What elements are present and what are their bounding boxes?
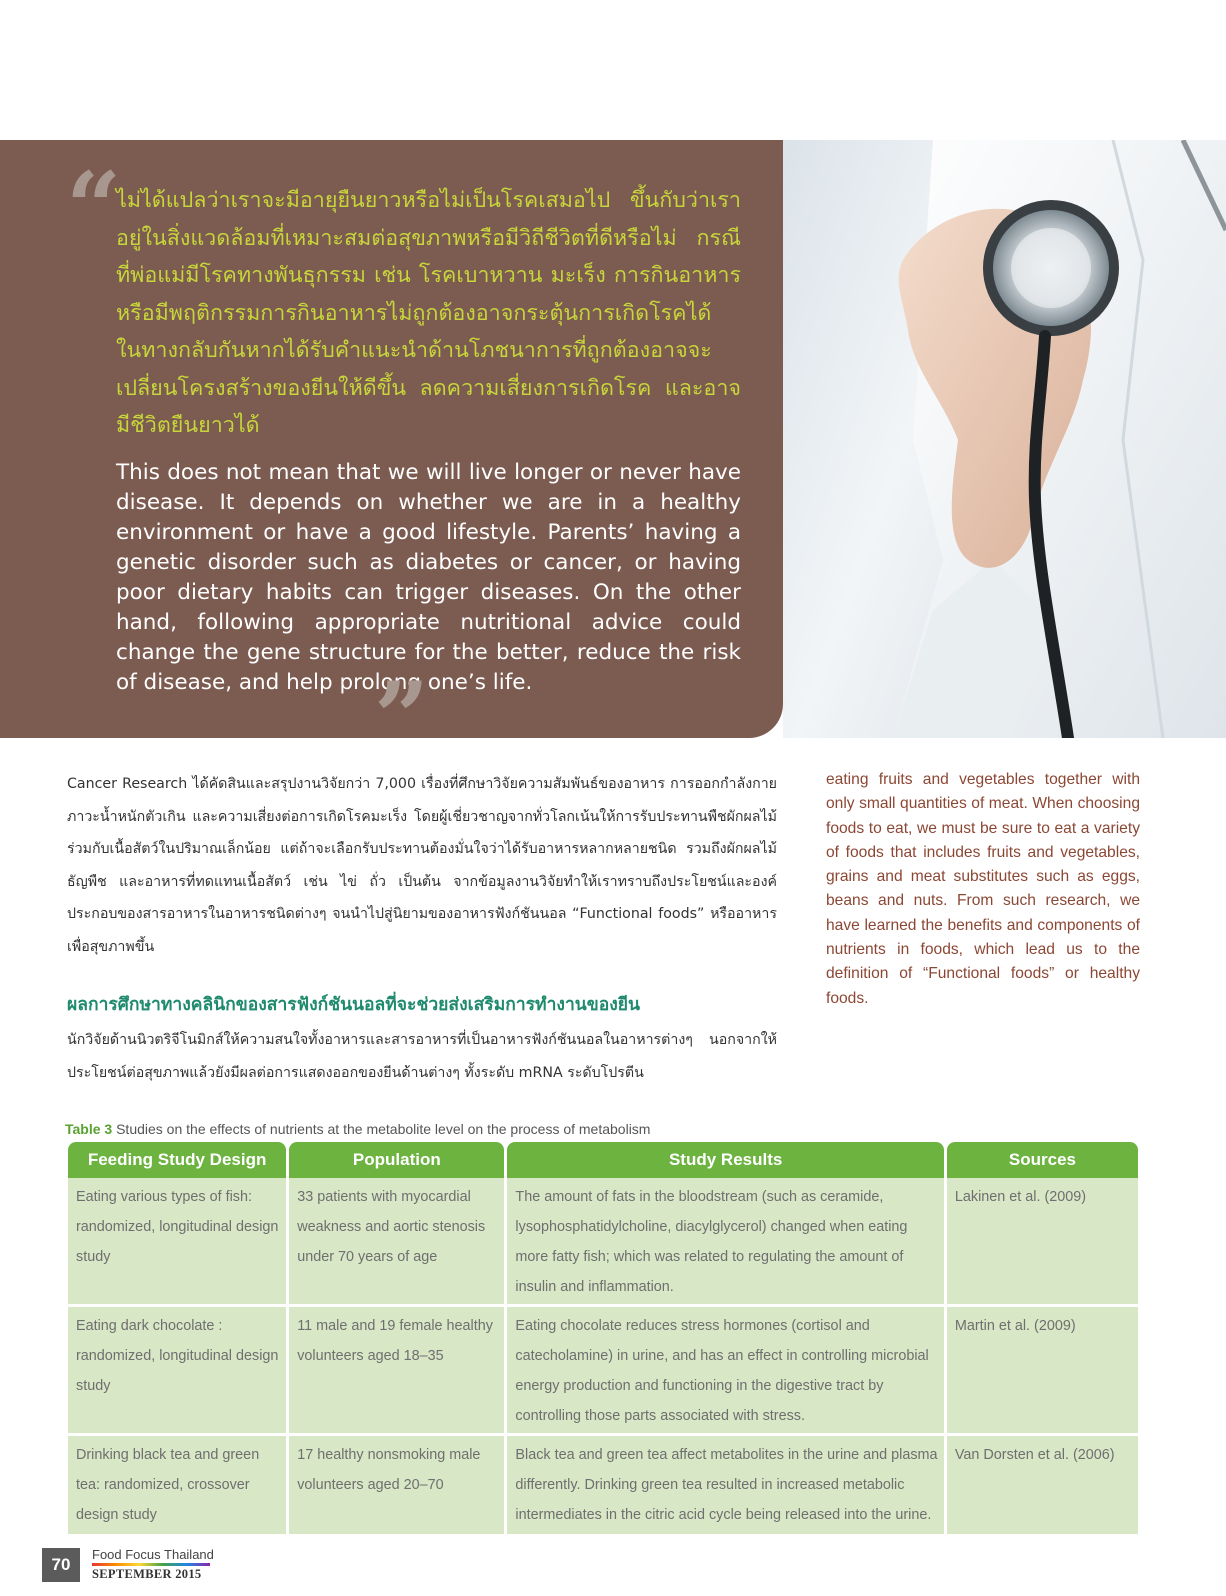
rainbow-divider xyxy=(92,1563,210,1566)
cell-design: Drinking black tea and green tea: randomized, crossover design study xyxy=(68,1436,286,1537)
table-row xyxy=(68,1436,1138,1537)
cell-population: 33 patients with myocardial weakness and aortic stenosis under 70 years of age xyxy=(289,1178,504,1307)
section-heading: ผลการศึกษาทางคลินิกของสารฟังก์ชันนอลที่จะช่วยส่งเสริมการทำงานของยีน xyxy=(67,995,640,1015)
studies-table xyxy=(65,1142,1141,1537)
stethoscope-icon xyxy=(783,140,1226,738)
table-label: Table 3 xyxy=(65,1121,113,1137)
quote-panel xyxy=(0,140,783,738)
cell-source: Lakinen et al. (2009) xyxy=(947,1178,1138,1307)
table-row xyxy=(68,1178,1138,1307)
open-quote-mark: “ xyxy=(66,151,122,264)
cell-source: Van Dorsten et al. (2006) xyxy=(947,1436,1138,1537)
issue-date: SEPTEMBER 2015 xyxy=(92,1567,202,1581)
table-caption xyxy=(65,1121,1145,1137)
english-quote-text: This does not mean that we will live longer or never have disease. It depends on whether we are in a healthy environment or have a good lifestyle. Parents’ having a genetic disorder such as diabetes or cancer, or having poor dietary habits can trigger diseases. On the other hand, following appropriate nutritional advice could change the gene structure for the better, reduce the risk of disease, and help prolong one’s life. xyxy=(116,460,741,695)
english-side-paragraph: eating fruits and vegetables together with only small quantities of meat. When choosing foods to eat, we must be sure to eat a variety of foods that includes fruits and vegetables, grains and meat substitutes such as eggs, beans and nuts. From such research, we have learned the benefits and components of nutrients in foods, which lead us to the definition of “Functional foods” or healthy foods. xyxy=(826,771,1140,1007)
table-header-row xyxy=(68,1142,1138,1178)
cell-results: The amount of fats in the bloodstream (such as ceramide, lysophosphatidylcholine, diacylglycerol) changed when eating more fatty fish; which was related to regulating the amount of insulin and inflammation. xyxy=(507,1178,943,1307)
thai-quote-text: ไม่ได้แปลว่าเราจะมีอายุยืนยาวหรือไม่เป็นโรคเสมอไป ขึ้นกับว่าเราอยู่ในสิ่งแวดล้อมที่เหมาะสมต่อสุขภาพหรือมีวิถีชีวิตที่ดีหรือไม่ กรณีที่พ่อแม่มีโรคทางพันธุกรรม เช่น โรคเบาหวาน มะเร็ง การกินอาหารหรือมีพฤติกรรมการกินอาหารไม่ถูกต้องอาจกระตุ้นการเกิดโรคได้ ในทางกลับกันหากได้รับคำแนะนำด้านโภชนาการที่ถูกต้องอาจจะเปลี่ยนโครงสร้างของยีนให้ดีขึ้น ลดความเสี่ยงการเกิดโรค และอาจมีชีวิตยืนยาวได้ xyxy=(116,188,741,438)
cell-design: Eating various types of fish: randomized, longitudinal design study xyxy=(68,1178,286,1307)
table-row xyxy=(68,1307,1138,1436)
header-study-results: Study Results xyxy=(507,1142,943,1178)
header-feeding-study-design: Feeding Study Design xyxy=(68,1142,286,1178)
doctor-stethoscope-photo xyxy=(783,140,1226,738)
table-caption-text: Studies on the effects of nutrients at the metabolite level on the process of metabolism xyxy=(112,1121,651,1137)
thai-body-paragraph-1: Cancer Research ได้คัดสินและสรุปงานวิจัยกว่า 7,000 เรื่องที่ศึกษาวิจัยความสัมพันธ์ของอาหาร การออกกำลังกาย ภาวะน้ำหนักตัวเกิน และความเสี่ยงต่อการเกิดโรคมะเร็ง โดยผู้เชี่ยวชาญจากทั่วโลกเน้นให้การรับประทานพืชผักผลไม้ร่วมกับเนื้อสัตว์ในปริมาณเล็กน้อย แต่ถ้าจะเลือกรับประทานต้องมั่นใจว่าได้รับอาหารหลากหลายชนิด รวมถึงผักผลไม้ ธัญพืช และอาหารที่ทดแทนเนื้อสัตว์ เช่น ไข่ ถั่ว เป็นต้น จากข้อมูลงานวิจัยทำให้เราทราบถึงประโยชน์และองค์ประกอบของสารอาหารในอาหารชนิดต่างๆ จนนำไปสู่นิยามของอาหารฟังก์ชันนอล “Functional foods” หรืออาหารเพื่อสุขภาพขึ้น xyxy=(67,776,777,955)
cell-results: Eating chocolate reduces stress hormones (cortisol and catecholamine) in urine, and has an effect in controlling microbial energy production and functioning in the digestive tract by controlling those parts associated with stress. xyxy=(507,1307,943,1436)
magazine-name: Food Focus Thailand xyxy=(92,1547,214,1562)
close-quote-mark: ” xyxy=(374,661,430,738)
page-number: 70 xyxy=(42,1548,80,1582)
cell-population: 11 male and 19 female healthy volunteers aged 18–35 xyxy=(289,1307,504,1436)
cell-source: Martin et al. (2009) xyxy=(947,1307,1138,1436)
header-sources: Sources xyxy=(947,1142,1138,1178)
thai-body-paragraph-2: นักวิจัยด้านนิวตริจีโนมิกส์ให้ความสนใจทั้งอาหารและสารอาหารที่เป็นอาหารฟังก์ชันนอลในอาหารต่างๆ นอกจากให้ประโยชน์ต่อสุขภาพแล้วยังมีผลต่อการแสดงออกของยีนด้านต่างๆ ทั้งระดับ mRNA ระดับโปรตีน xyxy=(67,1032,777,1081)
cell-design: Eating dark chocolate : randomized, longitudinal design study xyxy=(68,1307,286,1436)
cell-results: Black tea and green tea affect metabolites in the urine and plasma differently. Drinking green tea resulted in increased metabolic intermediates in the citric acid cycle being released into the urine. xyxy=(507,1436,943,1537)
header-population: Population xyxy=(289,1142,504,1178)
cell-population: 17 healthy nonsmoking male volunteers aged 20–70 xyxy=(289,1436,504,1537)
